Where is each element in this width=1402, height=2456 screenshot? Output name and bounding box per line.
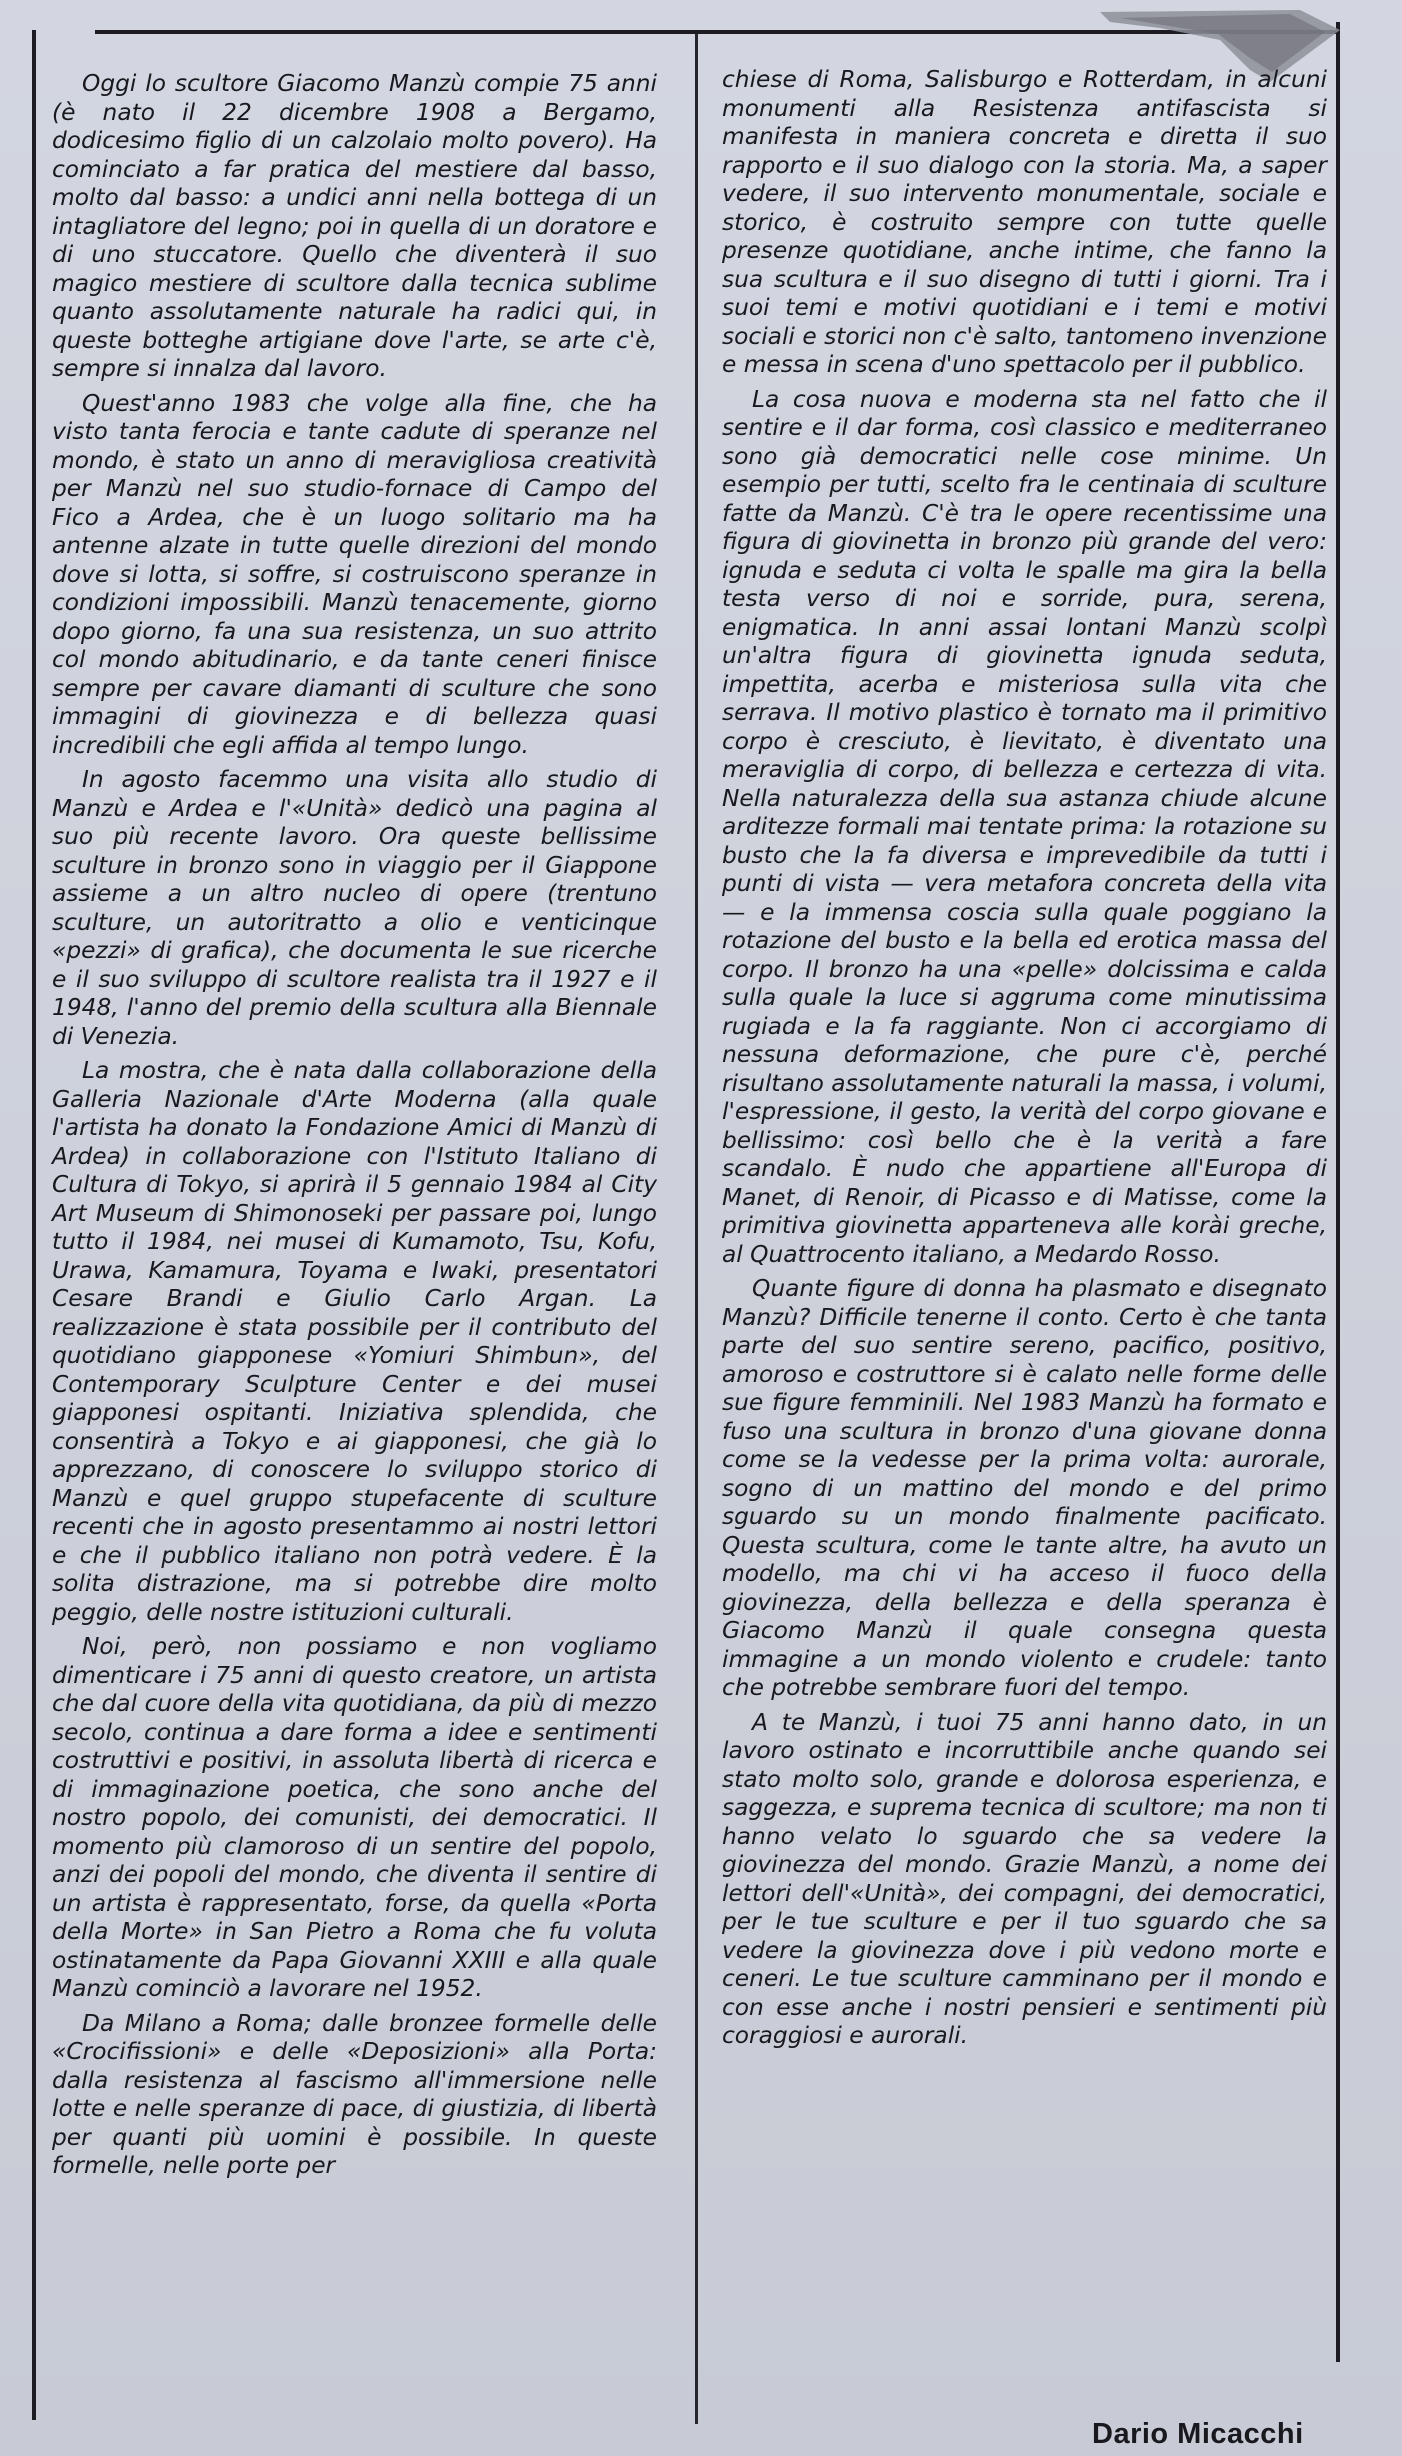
paragraph: Quest'anno 1983 che volge alla fine, che ha visto tanta ferocia e tante cadute di speranze nel mondo, è stato un anno di meravigliosa creatività per Manzù nel suo studio-fornace di Campo del Fico a Ardea, che è un luogo solitario ma ha antenne alzate in tutte quelle direzioni del mondo dove si lotta, si soffre, si costruiscono speranze in condizioni impossibili. Manzù tenacemente, giorno dopo giorno, fa una sua resistenza, un suo attrito col mondo abitudinario, e da tante ceneri finisce sempre per cavare diamanti di sculture che sono immagini di giovinezza e di bellezza quasi incredibili che egli affida al tempo lungo.	[52, 389, 657, 759]
paragraph: Noi, però, non possiamo e non vogliamo dimenticare i 75 anni di questo creatore, un artista che dal cuore della vita quotidiana, da più di mezzo secolo, continua a dare forma a idee e sentimenti costruttivi e positivi, in assoluta libertà di ricerca e di immaginazione poetica, che sono anche del nostro popolo, dei comunisti, dei democratici. Il momento più clamoroso di un sentire del popolo, anzi dei popoli del mondo, che diventa il sentire di un artista è rappresentato, forse, da quella «Porta della Morte» in San Pietro a Roma che fu voluta ostinatamente da Papa Giovanni XXIII e alla quale Manzù cominciò a lavorare nel 1952.	[52, 1633, 657, 2002]
article-left-column	[52, 70, 657, 2187]
paragraph: Quante figure di donna ha plasmato e disegnato Manzù? Difficile tenerne il conto. Certo è che tanta parte del suo sentire sereno, pacifico, positivo, amoroso e costruttore si è calato nelle forme delle sue figure femminili. Nel 1983 Manzù ha formato e fuso una scultura in bronzo d'una giovane donna come se la vedesse per la prima volta: aurorale, sogno di un mattino del mondo e del primo sguardo su un mondo finalmente pacificato. Questa scultura, come le tante altre, ha avuto un modello, ma chi vi ha acceso il fuoco della giovinezza, della bellezza e della speranza è Giacomo Manzù il quale consegna questa immagine a un mondo violento e crudele: tanto che potrebbe sembrare fuori del tempo.	[722, 1275, 1327, 1701]
column-divider	[695, 34, 698, 2424]
paragraph: A te Manzù, i tuoi 75 anni hanno dato, in un lavoro ostinato e incorruttibile anche quando sei stato molto solo, grande e dolorosa esperienza, e saggezza, e suprema tecnica di scultore; ma non ti hanno velato lo sguardo che sa vedere la giovinezza del mondo. Grazie Manzù, a nome dei lettori dell'«Unità», dei compagni, dei democratici, per le tue sculture e per il tuo sguardo che sa vedere la giovinezza dove i più vedono morte e ceneri. Le tue sculture camminano per il mondo e con esse anche i nostri pensieri e sentimenti più coraggiosi e aurorali.	[722, 1708, 1327, 2049]
author-signature: Dario Micacchi	[1092, 2418, 1304, 2450]
paragraph: Da Milano a Roma; dalle bronzee formelle delle «Crocifissioni» e delle «Deposizioni» alla Porta: dalla resistenza al fascismo all'immersione nelle lotte e nelle speranze di pace, di giustizia, di libertà per quanti più uomini è possibile. In queste formelle, nelle porte per	[52, 2009, 657, 2179]
paragraph: Oggi lo scultore Giacomo Manzù compie 75 anni (è nato il 22 dicembre 1908 a Bergamo, dodicesimo figlio di un calzolaio molto povero). Ha cominciato a far pratica del mestiere dal basso, molto dal basso: a undici anni nella bottega di un intagliatore del legno; poi in quella di un doratore e di uno stuccatore. Quello che diventerà il suo magico mestiere di scultore dalla tecnica sublime quanto assolutamente naturale ha radici qui, in queste botteghe artigiane dove l'arte, se arte c'è, sempre si innalza dal lavoro.	[52, 70, 657, 382]
frame-right-rule	[1336, 22, 1340, 2362]
frame-left-rule	[32, 30, 36, 2420]
paragraph: In agosto facemmo una visita allo studio di Manzù e Ardea e l'«Unità» dedicò una pagina al suo più recente lavoro. Ora queste bellissime sculture in bronzo sono in viaggio per il Giappone assieme a un altro nucleo di opere (trentuno sculture, un autoritratto a olio e venticinque «pezzi» di grafica), che documenta le sue ricerche e il suo sviluppo di scultore realista tra il 1927 e il 1948, l'anno del premio della scultura alla Biennale di Venezia.	[52, 766, 657, 1050]
paragraph: chiese di Roma, Salisburgo e Rotterdam, in alcuni monumenti alla Resistenza antifascista si manifesta in maniera concreta e diretta il suo rapporto e il suo dialogo con la storia. Ma, a saper vedere, il suo intervento monumentale, sociale e storico, è costruito sempre con tutte quelle presenze quotidiane, anche intime, che fanno la sua scultura e il suo disegno di tutti i giorni. Tra i suoi temi e motivi quotidiani e i temi e motivi sociali e storici non c'è salto, tantomeno invenzione e messa in scena d'uno spettacolo per il pubblico.	[722, 66, 1327, 378]
paragraph: La cosa nuova e moderna sta nel fatto che il sentire e il dar forma, così classico e mediterraneo sono già democratici nelle cose minime. Un esempio per tutti, scelto fra le centinaia di sculture fatte da Manzù. C'è tra le opere recentissime una figura di giovinetta in bronzo più grande del vero: ignuda e seduta ci volta le spalle ma gira la bella testa verso di noi e sorride, pura, serena, enigmatica. In anni assai lontani Manzù scolpì un'altra figura di giovinetta ignuda seduta, impettita, acerba e misteriosa sulla vita che serrava. Il motivo plastico è tornato ma il primitivo corpo è cresciuto, è lievitato, è diventato una meraviglia di corpo, di bellezza e certezza di vita. Nella naturalezza della sua astanza chiude alcune arditezze formali mai tentate prima: la rotazione su busto che la fa diversa e imprevedibile da tutti i punti di vista — vera metafora concreta della vita — e la immensa coscia sulla quale poggiano la rotazione del busto e la bella ed erotica massa del corpo. Il bronzo ha una «pelle» dolcissima e calda sulla quale la luce si aggruma come minutissima rugiada e la fa raggiante. Non ci accorgiamo di nessuna deformazione, che pure c'è, perché risultano assolutamente naturali la massa, i volumi, l'espressione, il gesto, la verità del corpo giovane e bellissimo: così bello che è la verità a fare scandalo. È nudo che appartiene all'Europa di Manet, di Renoir, di Picasso e di Matisse, come la primitiva giovinetta apparteneva alle korài greche, al Quattrocento italiano, a Medardo Rosso.	[722, 385, 1327, 1268]
article-right-column	[722, 66, 1327, 2057]
paragraph: La mostra, che è nata dalla collaborazione della Galleria Nazionale d'Arte Moderna (alla quale l'artista ha donato la Fondazione Amici di Manzù di Ardea) in collaborazione con l'Istituto Italiano di Cultura di Tokyo, si aprirà il 5 gennaio 1984 al City Art Museum di Shimonoseki per passare poi, lungo tutto il 1984, nei musei di Kumamoto, Tsu, Kofu, Urawa, Kamamura, Toyama e Iwaki, presentatori Cesare Brandi e Giulio Carlo Argan. La realizzazione è stata possibile per il contributo del quotidiano giapponese «Yomiuri Shimbun», del Contemporary Sculpture Center e dei musei giapponesi ospitanti. Iniziativa splendida, che consentirà a Tokyo e ai giapponesi, che già lo apprezzano, di conoscere lo sviluppo storico di Manzù e quel gruppo stupefacente di sculture recenti che in agosto presentammo ai nostri lettori e che il pubblico italiano non potrà vedere. È la solita distrazione, ma si potrebbe dire molto peggio, delle nostre istituzioni culturali.	[52, 1057, 657, 1626]
